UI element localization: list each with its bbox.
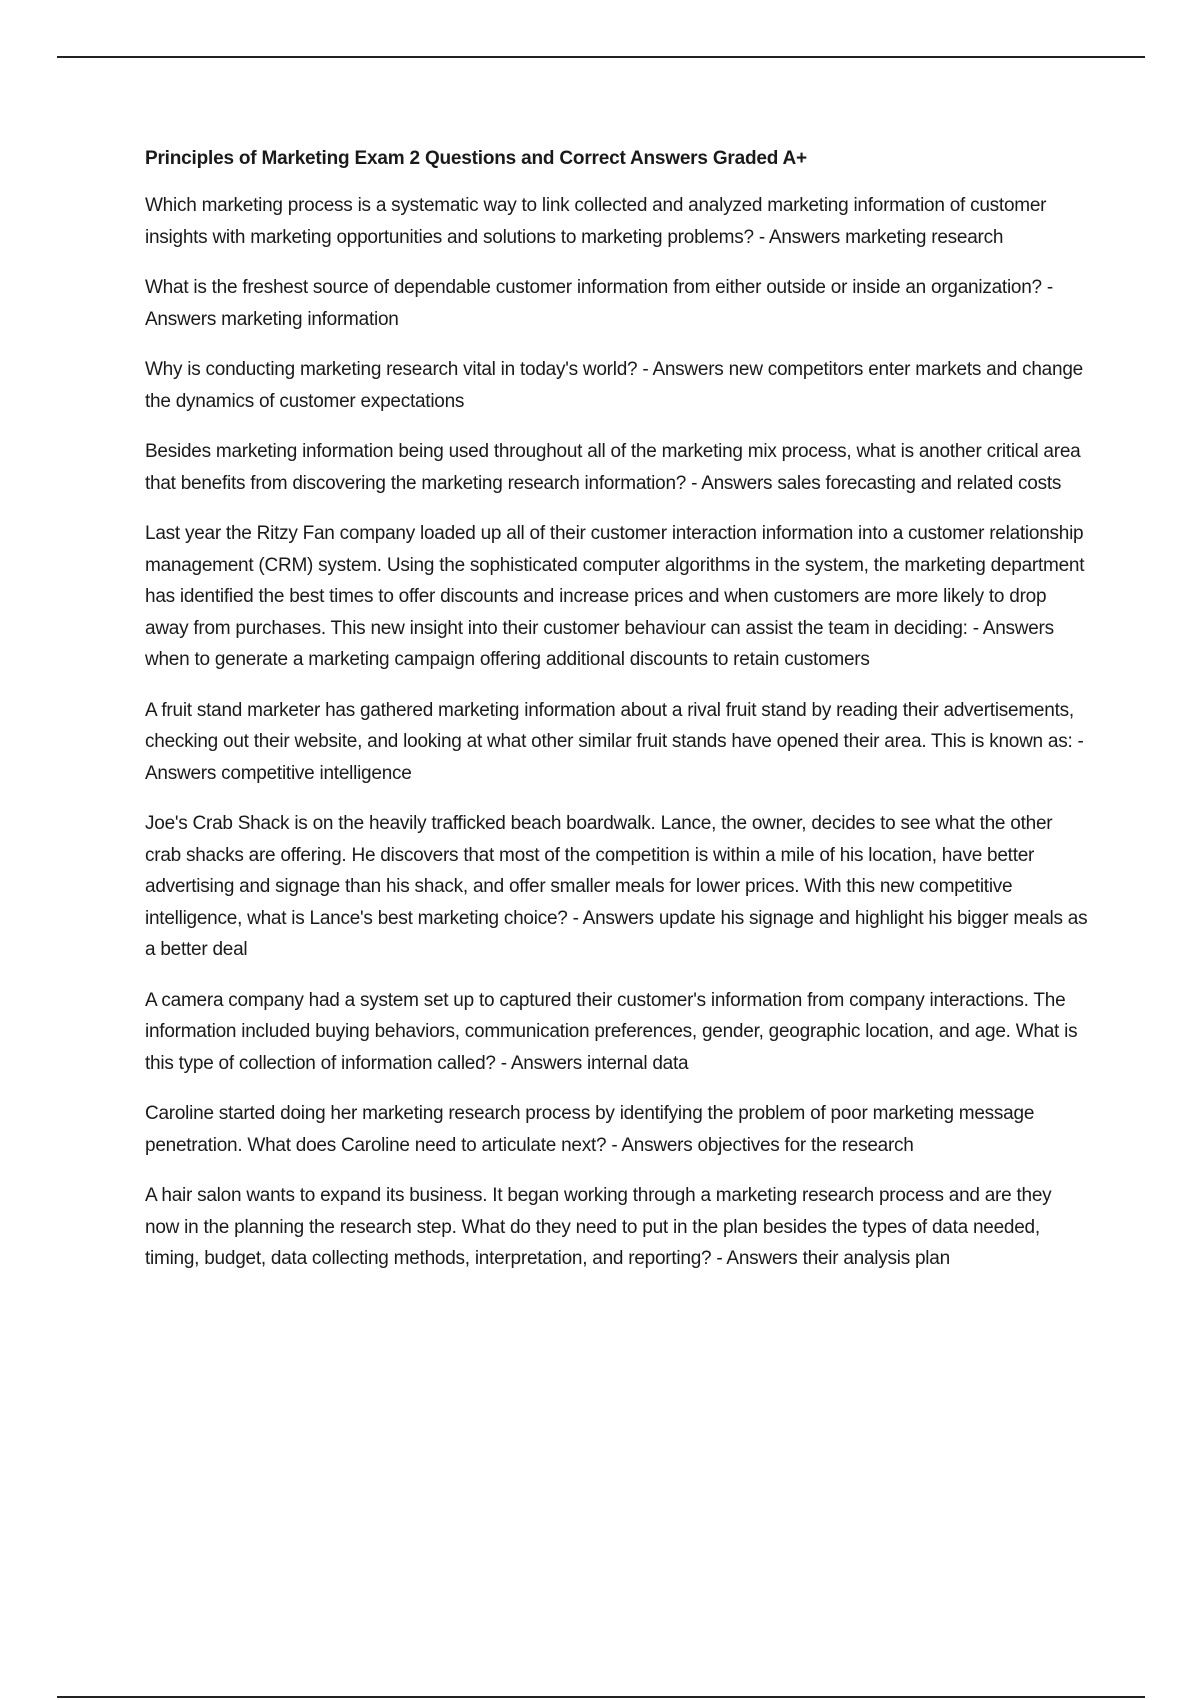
answer-text: marketing research — [845, 226, 1004, 248]
question-text: A camera company had a system set up to captured their customer's information from company interactions. The information included buying behaviors, communication preferences, gender, geographic location, and age. What is this type of collection of information called? — [145, 989, 1078, 1074]
document-title: Principles of Marketing Exam 2 Questions and Correct Answers Graded A+ — [145, 148, 807, 169]
qa-list — [145, 190, 1090, 1275]
answer-separator: - Answers — [753, 226, 846, 248]
top-rule — [57, 56, 1145, 58]
qa-item — [145, 190, 1090, 253]
qa-item — [145, 1180, 1090, 1275]
answer-separator: - Answers — [711, 1248, 803, 1269]
answer-text: sales forecasting and related costs — [777, 472, 1062, 494]
question-text: What is the freshest source of dependable customer information from either outside or inside an organization? — [145, 277, 1042, 298]
answer-separator: - Answers — [145, 277, 1053, 330]
bottom-rule — [57, 1696, 1145, 1698]
qa-item — [145, 808, 1090, 966]
answer-text: marketing information — [221, 308, 399, 330]
answer-text: their analysis plan — [802, 1248, 950, 1269]
question-text: Why is conducting marketing research vital in today's world? — [145, 359, 638, 380]
question-text: Caroline started doing her marketing research process by identifying the problem of poor marketing message penetration. What does Caroline need to articulate next? — [145, 1103, 1035, 1156]
question-text: Joe's Crab Shack is on the heavily trafficked beach boardwalk. Lance, the owner, decides to see what the other crab shacks are offering. He discovers that most of the competition is within a mile of his location, have better advertising and signage than his shack, and offer smaller meals for lower prices. With this new competitive intelligence, what is Lance's best marketing choice? — [145, 813, 1053, 929]
answer-separator: - Answers — [686, 472, 778, 494]
qa-item — [145, 436, 1090, 499]
question-text: A hair salon wants to expand its business. It began working through a marketing research process and are they now in the planning the research step. What do they need to put in the plan besides the types of data needed, timing, budget, data collecting methods, interpretation, and reporting? — [145, 1185, 1052, 1269]
qa-item — [145, 272, 1090, 335]
qa-item — [145, 695, 1090, 790]
answer-text: when to generate a marketing campaign offering additional discounts to retain customers — [145, 649, 870, 670]
answer-text: objectives for the research — [697, 1134, 914, 1156]
question-text: Which marketing process is a systematic way to link collected and analyzed marketing information of customer insights with marketing opportunities and solutions to marketing problems? — [145, 195, 1047, 248]
qa-item — [145, 518, 1090, 676]
answer-separator: - Answers — [637, 359, 729, 380]
answer-separator: - Answers — [495, 1052, 587, 1074]
question-text: A fruit stand marketer has gathered marketing information about a rival fruit stand by reading their advertisements, checking out their website, and looking at what other similar fruit stands have opened their area. This is known as: — [145, 699, 1074, 752]
answer-separator: - Answers — [606, 1134, 698, 1156]
answer-text: new competitors enter markets and change the dynamics of customer expectations — [145, 359, 1083, 412]
answer-text: competitive intelligence — [221, 762, 412, 784]
answer-separator: - Answers — [967, 617, 1054, 639]
qa-item — [145, 1098, 1090, 1161]
qa-item — [145, 985, 1090, 1080]
question-text: Last year the Ritzy Fan company loaded up all of their customer interaction information into a customer relationship management (CRM) system. Using the sophisticated computer algorithms in the system, the marketing department has identified the best times to offer discounts and increase prices and when customers are more likely to drop away from purchases. This new insight into their customer behaviour can assist the team in deciding: — [145, 523, 1085, 639]
answer-text: internal data — [587, 1052, 689, 1074]
question-text: Besides marketing information being used throughout all of the marketing mix process, what is another critical area that benefits from discovering the marketing research information? — [145, 441, 1081, 494]
answer-text: update his signage and highlight his bigger meals as a better deal — [145, 907, 1088, 960]
answer-separator: - Answers — [145, 731, 1084, 784]
document-body — [145, 143, 1090, 1294]
qa-item — [145, 354, 1090, 417]
answer-separator: - Answers — [567, 907, 659, 929]
